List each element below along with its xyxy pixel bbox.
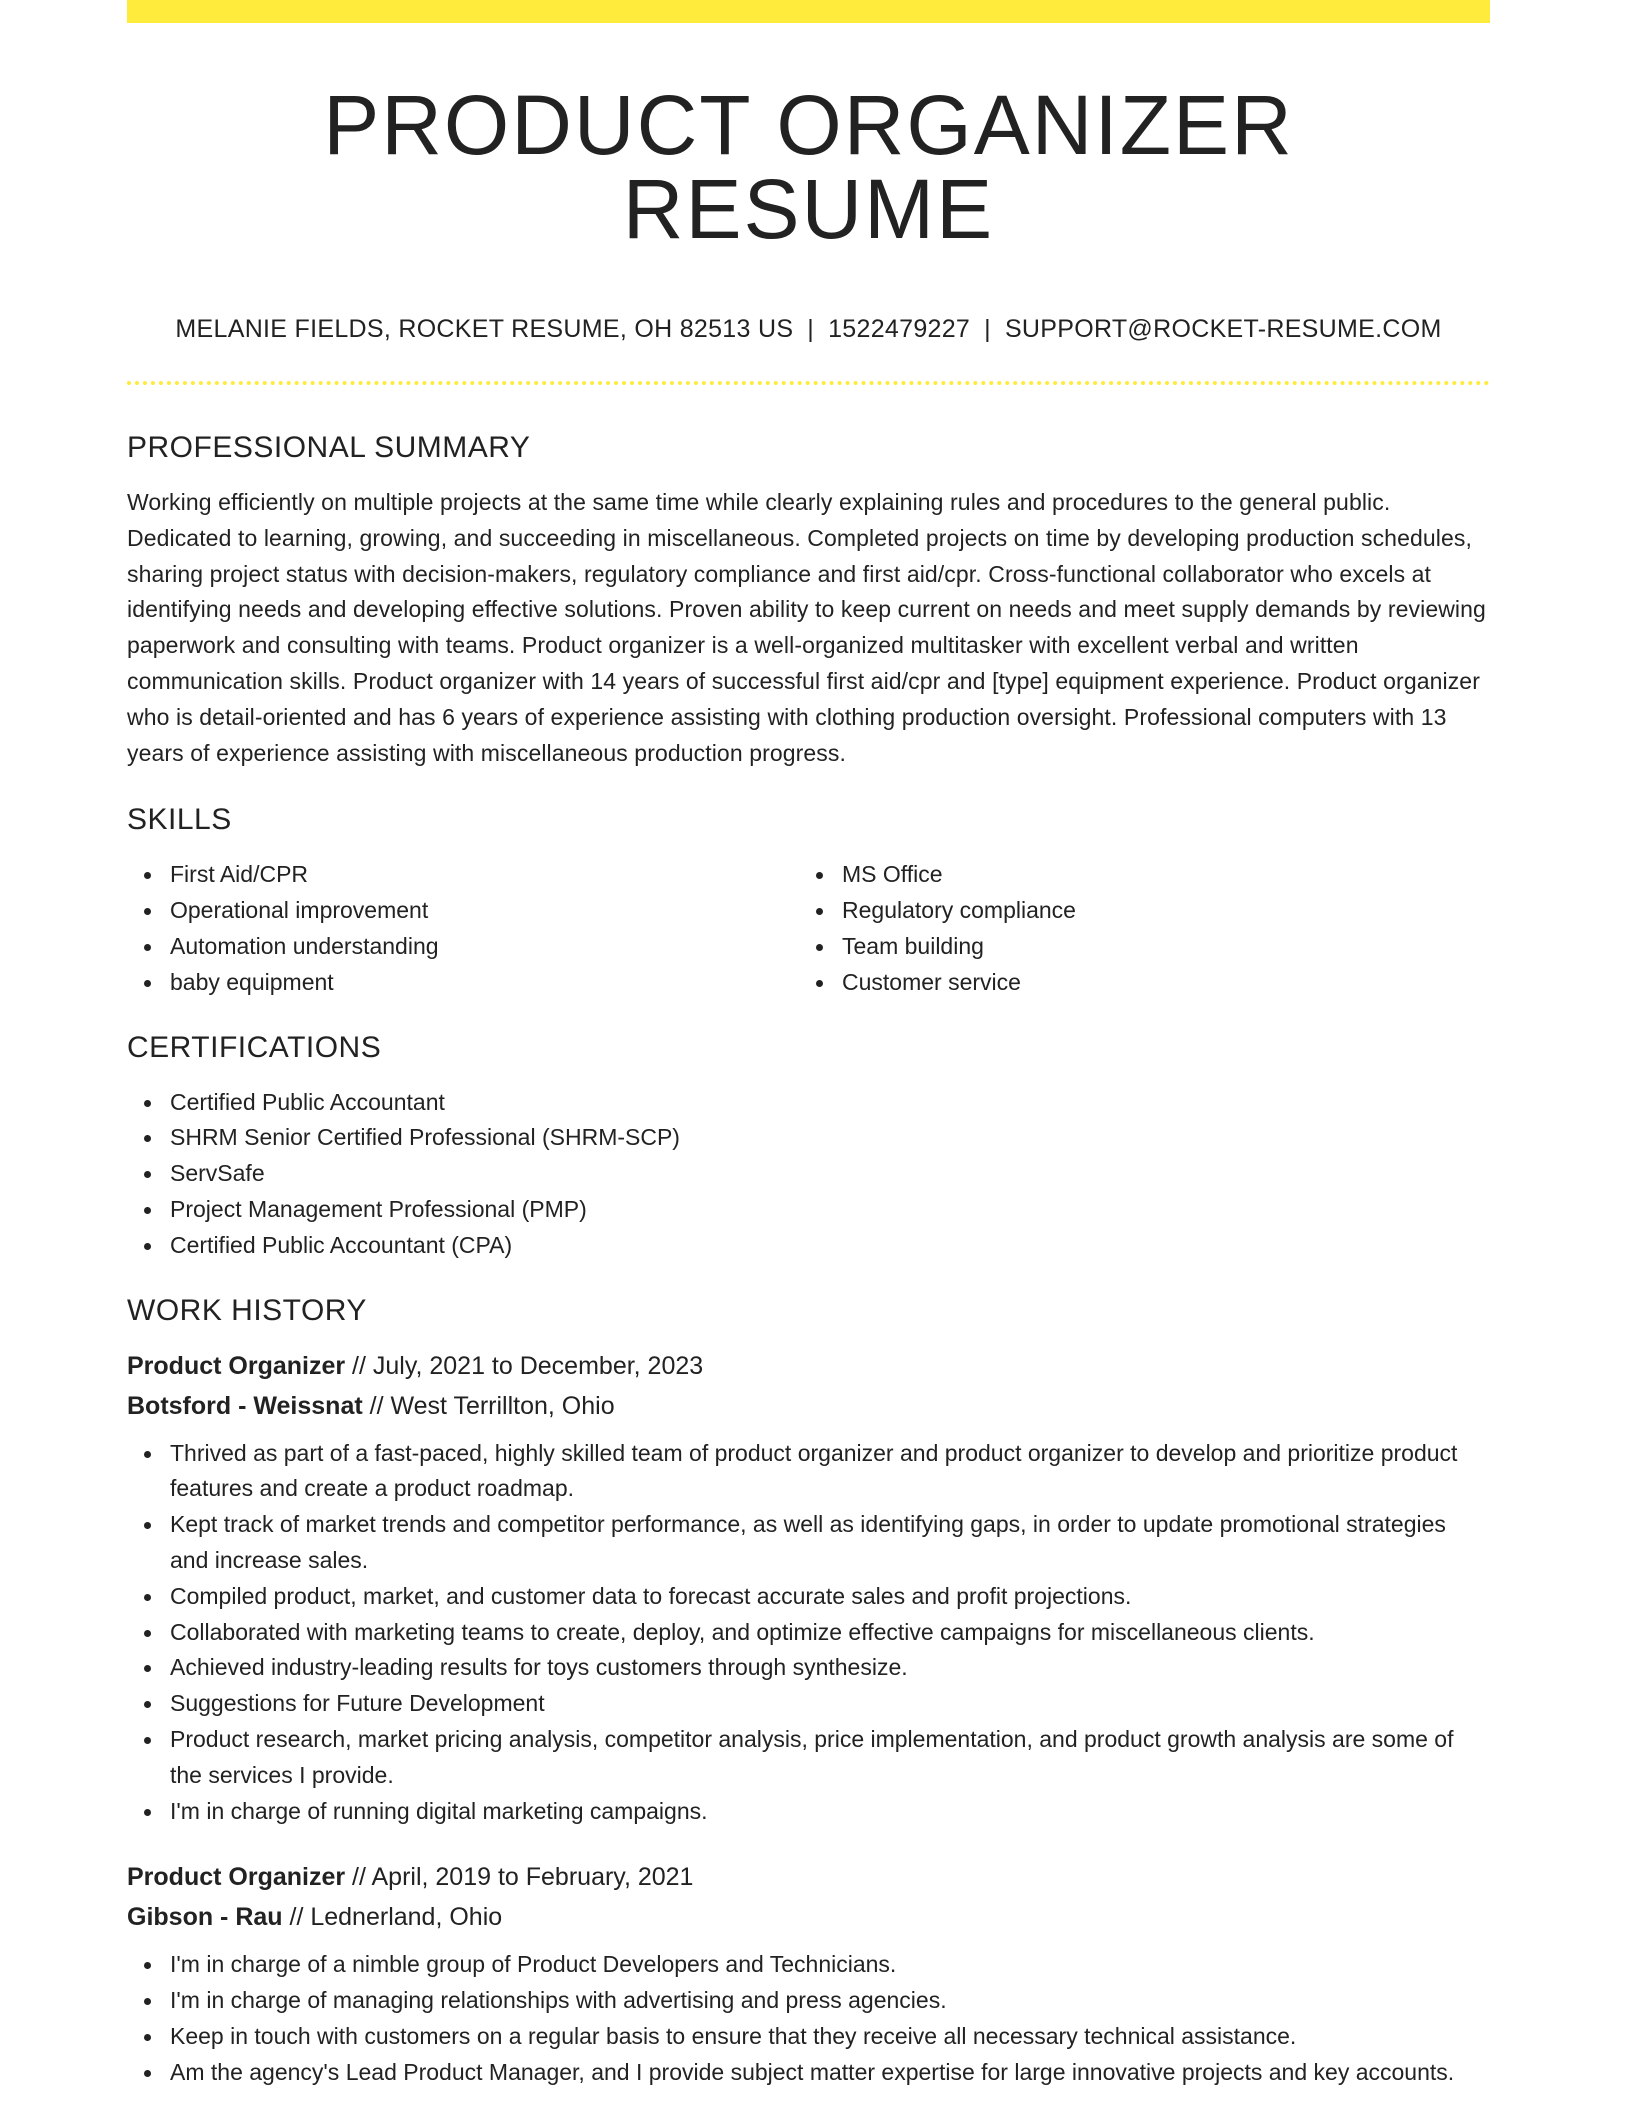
contact-phone: 1522479227 (828, 315, 971, 343)
skills-heading: SKILLS (127, 803, 232, 837)
skills-list-left (127, 857, 799, 1000)
job-bullet: I'm in charge of managing relationships with advertising and press agencies. (127, 1983, 1490, 2019)
skill-item: MS Office (799, 857, 1471, 893)
job-company: Botsford - Weissnat (127, 1391, 363, 1420)
job-title-line (127, 1346, 1490, 1386)
contact-separator: | (807, 315, 815, 343)
skill-item: Team building (799, 929, 1471, 965)
certifications-list (127, 1085, 1490, 1264)
certification-item: Certified Public Accountant (CPA) (127, 1228, 1490, 1264)
job-location: // West Terrillton, Ohio (362, 1391, 615, 1420)
job-bullets (127, 1436, 1490, 1830)
skill-item: Regulatory compliance (799, 893, 1471, 929)
job-bullet: Suggestions for Future Development (127, 1686, 1490, 1722)
job-entry (127, 1857, 1490, 2090)
job-bullets (127, 1947, 1490, 2090)
certifications-heading: CERTIFICATIONS (127, 1030, 382, 1064)
job-bullet: I'm in charge of running digital marketing campaigns. (127, 1794, 1490, 1830)
job-bullet: Kept track of market trends and competitor performance, as well as identifying gaps, in order to update promotional strategies and increase sales. (127, 1507, 1490, 1579)
job-title: Product Organizer (127, 1351, 346, 1380)
job-bullet: I'm in charge of a nimble group of Product Developers and Technicians. (127, 1947, 1490, 1983)
contact-email: SUPPORT@ROCKET-RESUME.COM (1004, 315, 1442, 343)
skills-list-right (799, 857, 1471, 1000)
contact-line (127, 317, 1490, 342)
job-bullet: Achieved industry-leading results for toys customers through synthesize. (127, 1650, 1490, 1686)
page-title: PRODUCT ORGANIZER RESUME (323, 78, 1294, 256)
job-title: Product Organizer (127, 1863, 346, 1892)
job-entry (127, 1346, 1490, 1830)
job-dates: // April, 2019 to February, 2021 (345, 1863, 694, 1892)
certification-item: Project Management Professional (PMP) (127, 1192, 1490, 1228)
certification-item: ServSafe (127, 1156, 1490, 1192)
skill-item: Customer service (799, 965, 1471, 1001)
job-bullet: Compiled product, market, and customer data to forecast accurate sales and profit projections. (127, 1579, 1490, 1615)
accent-bar (127, 0, 1490, 23)
skill-item: Operational improvement (127, 893, 799, 929)
skills-grid (127, 857, 1490, 1000)
summary-heading: PROFESSIONAL SUMMARY (127, 431, 531, 464)
job-location: // Lednerland, Ohio (282, 1903, 503, 1932)
job-title-line (127, 1857, 1490, 1897)
skill-item: baby equipment (127, 965, 799, 1001)
job-bullet: Product research, market pricing analysis, competitor analysis, price implementation, and product growth analysis are some of the services I provide. (127, 1722, 1490, 1794)
dotted-divider (127, 381, 1490, 385)
job-company: Gibson - Rau (127, 1903, 283, 1932)
job-bullet: Am the agency's Lead Product Manager, and I provide subject matter expertise for large innovative projects and key accounts. (127, 2055, 1490, 2091)
work-history-heading: WORK HISTORY (127, 1293, 367, 1327)
job-bullet: Thrived as part of a fast-paced, highly skilled team of product organizer and product organizer to develop and prioritize product features and create a product roadmap. (127, 1436, 1490, 1508)
job-company-line (127, 1897, 1490, 1937)
job-bullet: Collaborated with marketing teams to create, deploy, and optimize effective campaigns for miscellaneous clients. (127, 1615, 1490, 1651)
skill-item: First Aid/CPR (127, 857, 799, 893)
certification-item: SHRM Senior Certified Professional (SHRM-SCP) (127, 1120, 1490, 1156)
skill-item: Automation understanding (127, 929, 799, 965)
certification-item: Certified Public Accountant (127, 1085, 1490, 1121)
job-company-line (127, 1386, 1490, 1426)
job-bullet: Keep in touch with customers on a regular basis to ensure that they receive all necessary technical assistance. (127, 2019, 1490, 2055)
contact-address: MELANIE FIELDS, ROCKET RESUME, OH 82513 US (175, 315, 794, 343)
summary-text: Working efficiently on multiple projects at the same time while clearly explaining rules and procedures to the general public. Dedicated to learning, growing, and succeeding in miscellaneous. Completed projects on time by developing production schedules, sharing project status with decision-makers, regulatory compliance and first aid/cpr. Cross-functional collaborator who excels at identifying needs and developing effective solutions. Proven ability to keep current on needs and meet supply demands by reviewing paperwork and consulting with teams. Product organizer is a well-organized multitasker with excellent verbal and written communication skills. Product organizer with 14 years of successful first aid/cpr and [type] equipment experience. Product organizer who is detail-oriented and has 6 years of experience assisting with clothing production oversight. Professional computers with 13 years of experience assisting with miscellaneous production progress. (127, 489, 1486, 766)
resume-page (127, 0, 1490, 2091)
contact-separator: | (984, 315, 991, 343)
job-dates: // July, 2021 to December, 2023 (345, 1351, 704, 1380)
